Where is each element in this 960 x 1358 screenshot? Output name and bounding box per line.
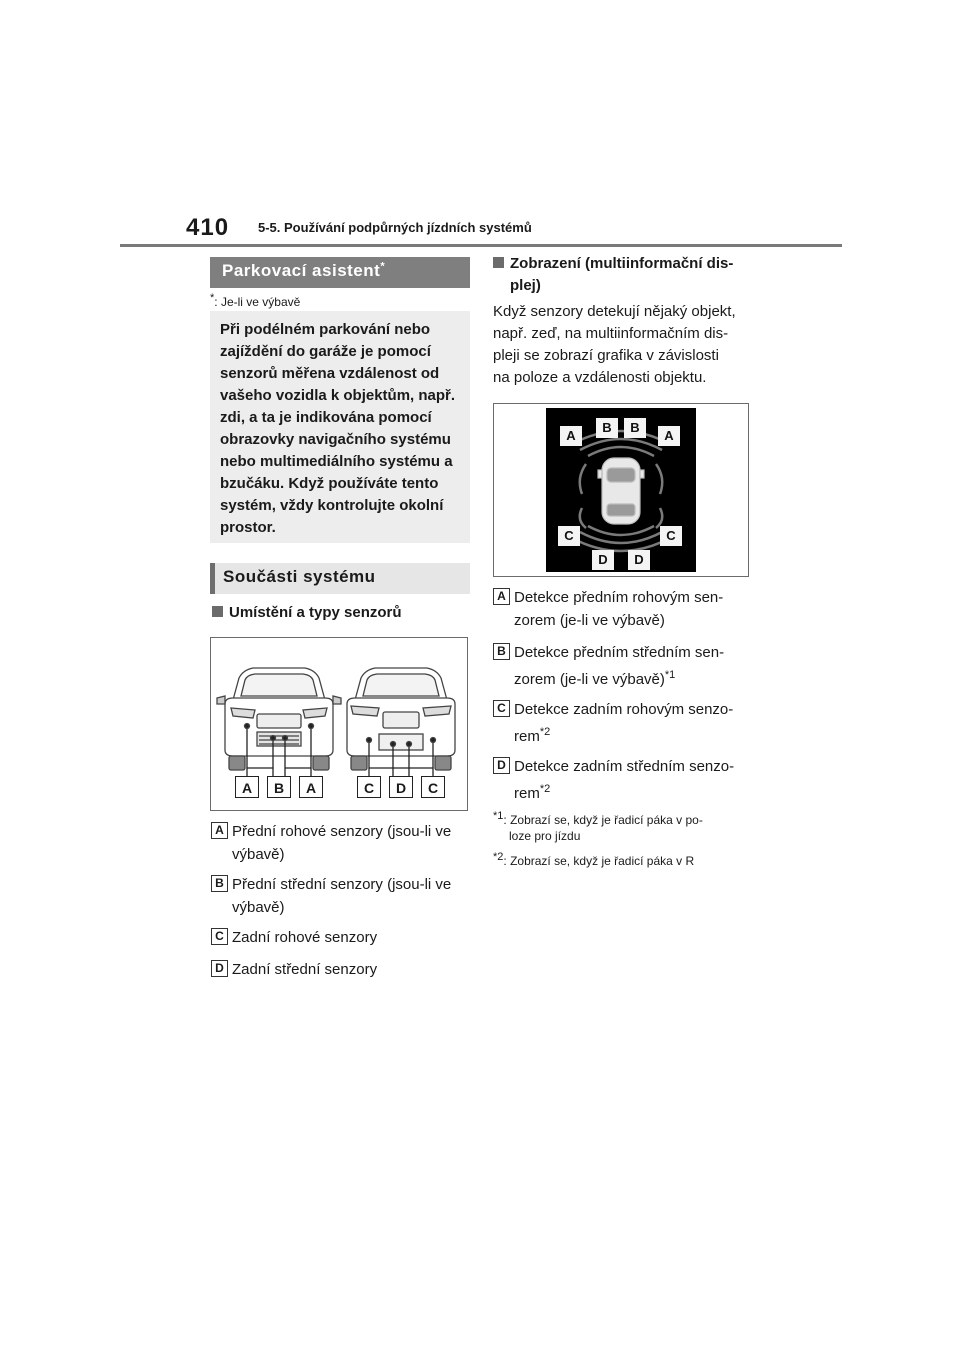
display-subhead [493,253,763,297]
display-footnote-1 [493,812,763,844]
diagram-label-front-center: B [267,776,291,798]
screen-label-rear-center-right: D [628,550,650,570]
legend-text-line: Detekce zadním rohovým senzo- [514,701,734,718]
screen-label-front-center-right: B [624,418,646,438]
legend-letter-d: D [211,960,228,977]
screen-label-rear-corner-left: C [558,526,580,546]
multi-info-display-screen [546,408,696,572]
legend-text-line: Přední rohové senzory (jsou-li ve [232,823,452,840]
display-subhead-line: plej) [510,277,541,294]
car-rear-view [347,668,455,780]
header-rule [120,244,842,247]
description-line: pleji se zobrazí grafika v závislosti [493,347,719,364]
display-footnote-2 [493,853,763,869]
screen-label-rear-center-left: D [592,550,614,570]
display-figure [493,403,749,577]
sensors-subhead [212,602,402,624]
availability-footnote [210,294,300,310]
footnote-text: : Zobrazí se, když je řadicí páka v po- [503,813,703,827]
section-title-parking-assist [210,257,470,288]
square-bullet-icon [212,606,223,617]
description-line: Když senzory detekují nějaký objekt, [493,303,736,320]
diagram-label-rear-corner-left: C [357,776,381,798]
section-title-text: Parkovací asistent [222,261,381,280]
sensors-subhead-text: Umístění a typy senzorů [229,604,402,621]
diagram-label-rear-center: D [389,776,413,798]
screen-label-front-corner-left: A [560,426,582,446]
legend-item-c: Zadní rohové senzory [232,929,378,946]
display-description [493,301,763,389]
display-legend-letter-c: C [493,700,510,717]
legend-text-line: Detekce zadním středním senzo- [514,758,735,775]
intro-box: Při podélném parkování nebo zajíždění do garáže je pomocí senzorů měřena vzdálenost od vašeho vozidla k objektům, např. zdi, a ta je indikována pomocí obrazovky navigačního systému nebo multimediálního systému a bzučáku. Když používáte tento systém, vždy kontrolujte okolní prostor. [210,311,470,543]
footnote-text: loze pro jízdu [509,829,581,843]
display-legend-item-b [514,641,724,691]
screen-label-front-center-left: B [596,418,618,438]
display-legend-letter-a: A [493,588,510,605]
legend-text-line: rem [514,785,540,802]
diagram-label-rear-corner-right: C [421,776,445,798]
chapter-title: 5-5. Používání podpůrných jízdních systémů [258,220,532,235]
legend-text-line: výbavě) [232,899,285,916]
legend-item-a [232,820,451,866]
footnote-text: : Je-li ve výbavě [214,295,301,309]
display-legend-item-d [514,755,734,805]
description-line: na poloze a vzdálenosti objektu. [493,369,707,386]
screen-label-front-corner-right: A [658,426,680,446]
sensor-location-figure [210,637,468,811]
legend-text-line: Detekce předním středním sen- [514,644,725,661]
legend-text-line: Přední střední senzory (jsou-li ve [232,876,452,893]
car-top-icon [598,458,644,524]
legend-item-d: Zadní střední senzory [232,961,378,978]
description-line: např. zeď, na multiinformačním dis- [493,325,729,342]
legend-letter-a: A [211,822,228,839]
display-legend-item-a [514,586,723,632]
square-bullet-icon [493,257,504,268]
footnote-mark: *2 [493,851,504,863]
footnote-ref: *2 [539,726,551,738]
footnote-ref: *1 [664,669,676,681]
legend-text-line: zorem (je-li ve výbavě) [514,612,665,629]
legend-text-line: výbavě) [232,846,285,863]
screen-label-rear-corner-right: C [660,526,682,546]
diagram-label-front-corner-left: A [235,776,259,798]
page-number: 410 [186,214,230,241]
footnote-ref: *2 [539,783,551,795]
legend-letter-c: C [211,928,228,945]
footnote-mark: *1 [493,810,504,822]
car-front-view [217,668,341,780]
legend-text-line: Detekce předním rohovým sen- [514,589,724,606]
display-legend-letter-d: D [493,757,510,774]
section-title-mark: * [380,260,386,273]
display-legend-letter-b: B [493,643,510,660]
legend-item-b [232,873,451,919]
footnote-text: : Zobrazí se, když je řadicí páka v R [503,854,695,868]
diagram-label-front-corner-right: A [299,776,323,798]
footnote-mark: * [210,292,215,304]
legend-letter-b: B [211,875,228,892]
display-subhead-line: Zobrazení (multiinformační dis- [510,255,734,272]
legend-text-line: zorem (je-li ve výbavě) [514,671,665,688]
display-legend-item-c [514,698,733,748]
legend-text-line: rem [514,728,540,745]
section-title-components: Součásti systému [210,563,470,594]
